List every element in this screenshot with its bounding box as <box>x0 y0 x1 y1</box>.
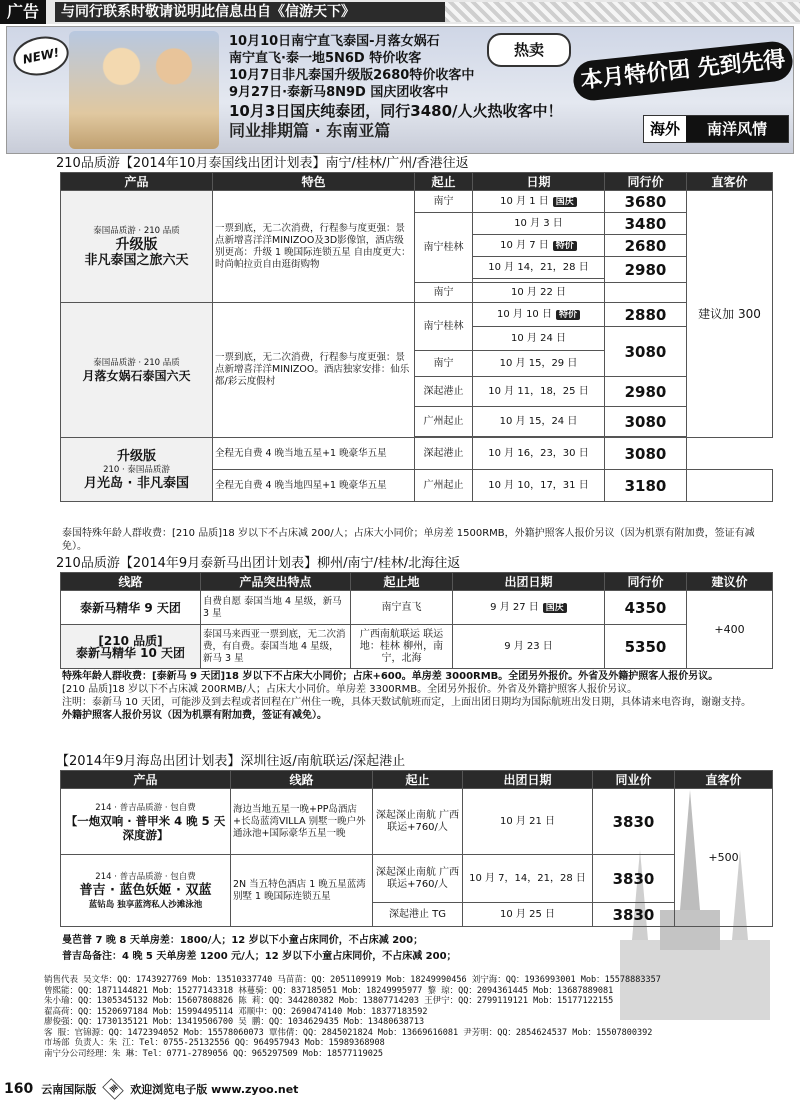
column-header: 线路 <box>61 573 201 591</box>
website-link[interactable]: 欢迎浏览电子版 www.zyoo.net <box>130 1083 299 1096</box>
magazine-logo-icon: 蓝 <box>102 1078 123 1099</box>
table-header-row <box>61 573 773 591</box>
thai-schedule-table <box>60 172 773 502</box>
stop-cell: 南宁 <box>415 191 473 213</box>
sg-section-title: 210品质游【2014年9月泰新马出团计划表】柳州/南宁/桂林/北海往返 <box>56 556 461 571</box>
guoqing-flag: 国庆 <box>543 603 567 613</box>
origin-cell: 深起深止南航 广西 联运+760/人 <box>373 789 463 855</box>
thai-section-title: 210品质游【2014年10月泰国线出团计划表】南宁/桂林/广州/香港往返 <box>56 156 469 171</box>
product-name: 升级版 <box>115 236 158 253</box>
tejia-flag: 特价 <box>553 241 577 251</box>
column-header: 起止 <box>415 173 473 191</box>
column-header: 直客价 <box>675 771 773 789</box>
product-sub: 210 · 泰国品质游 <box>103 464 170 475</box>
contact-row: 市场部 负责人：朱 江：Tel：0755-25132556 QQ：964957943 Mob：15989368908 <box>44 1038 385 1048</box>
date-cell: 10 月 22 日 <box>473 283 605 303</box>
product-sub: 泰国品质游 · 210 品质 <box>93 225 180 236</box>
sg-schedule-table <box>60 572 773 669</box>
column-header: 线路 <box>231 771 373 789</box>
date-cell: 10 月 25 日 <box>463 903 593 927</box>
contact-row: 南宁分公司经理：朱 琳：Tel：0771-2789056 QQ：965297509 Mob：18577119025 <box>44 1048 384 1059</box>
column-header: 起止 <box>373 771 463 789</box>
island-notes <box>62 934 774 963</box>
origin-cell: 深起深止南航 广西 联运+760/人 <box>373 855 463 903</box>
price-cell: 3830 <box>593 789 675 855</box>
island-schedule-table <box>60 770 773 927</box>
column-header: 日期 <box>473 173 605 191</box>
product-cell <box>61 855 231 927</box>
price-cell: 3080 <box>605 327 687 377</box>
price-cell: 2980 <box>605 257 687 283</box>
product-name: 【一炮双响 · 普甲米 4 晚 5 天深度游】 <box>65 813 226 842</box>
price-cell: 3080 <box>605 407 687 437</box>
contact-row: 朱小瑜：QQ：1305345132 Mob：15607808826 陈 莉：QQ：344280382 Mob：13807714203 王伊宁：QQ：2799119121 Mob：15177122155 <box>44 996 614 1006</box>
promo-line: 10月10日南宁直飞泰国-月落女娲石 <box>229 34 440 49</box>
product-name: 非凡泰国之旅六天 <box>84 252 189 268</box>
route-cell: 海边当地五星一晚+PP岛酒店+长岛蓝湾VILLA 别墅一晚户外通泳池+国际豪华五星一晚 <box>231 789 373 855</box>
date-cell: 9 月 23 日 <box>453 625 605 669</box>
price-cell: 2680 <box>605 235 687 257</box>
price-cell: 4350 <box>605 591 687 625</box>
column-header: 同业价 <box>593 771 675 789</box>
date-cell: 10 月 16，23，30 日 <box>473 438 605 470</box>
route-name: [210 品质] <box>98 633 163 648</box>
price-cell: 3830 <box>593 855 675 903</box>
date-cell: 10 月 14，21，28 日 <box>473 257 605 279</box>
origin-cell: 南宁直飞 <box>351 591 453 625</box>
date-text: 10 月 7 日 <box>500 239 549 251</box>
date-cell <box>453 591 605 625</box>
feature-cell: 全程无自费 4 晚当地四星+1 晚豪华五星 <box>213 470 415 502</box>
thai-note: 泰国特殊年龄人群收费：[210 品质]18 岁以下不占床减 200/人；占床大小同价；单房差 1500RMB，外籍护照客人报价另议（因为机票有附加费，签证有减免）。 <box>62 528 755 552</box>
guoqing-flag: 国庆 <box>553 197 577 207</box>
price-cell: 3830 <box>593 903 675 927</box>
table-row <box>61 789 773 855</box>
feature-cell: 一票到底，无二次消费，行程参与度更强：景点新增喜洋洋MINIZOO及3D影像馆，酒店级别更高：升级 1 晚国际连锁五星 自由度更大：时尚帕拉贡自由逛街购物 <box>213 191 415 303</box>
date-cell: 10 月 3 日 <box>473 213 605 235</box>
special-offer-banner: 本月特价团 先到先得 <box>572 40 795 103</box>
price-cell: 3180 <box>605 470 687 502</box>
note-line: 注明：泰新马 10 天团，可能涉及到去程或者回程在广州住一晚，具体天数试航班而定，上面出团日期均为国际航班出发日期，具体请来电咨询，谢谢支持。 <box>62 697 752 708</box>
product-name: 月落女娲石泰国六天 <box>82 368 191 383</box>
date-cell: 10 月 11，18，25 日 <box>473 377 605 407</box>
price-cell <box>605 283 687 303</box>
column-header: 同行价 <box>605 173 687 191</box>
brand-part: 海外 <box>650 120 681 138</box>
table-header-row <box>61 771 773 789</box>
island-section-title: 【2014年9月海岛出团计划表】深圳往返/南航联运/深起港止 <box>56 754 406 769</box>
promo-banner <box>6 26 794 154</box>
promo-line: 10月3日国庆纯泰团，同行3480/人火热收客中！ <box>229 102 563 120</box>
contact-row: 销售代表 吴文华：QQ：1743927769 Mob：13510337740 马苗苗：QQ：2051109919 Mob：18249990456 刘宁海：QQ：1936993001 Mob：15578883357 <box>44 975 661 985</box>
stop-cell: 深起港止 <box>415 377 473 407</box>
column-header: 出团日期 <box>453 573 605 591</box>
stop-cell: 广州起止 <box>415 470 473 502</box>
column-header: 直客价 <box>687 173 773 191</box>
table-row <box>61 625 773 669</box>
column-header: 产品突出特点 <box>201 573 351 591</box>
publication-name: 云南国际版 <box>41 1083 97 1096</box>
direct-price-cell: +500 <box>675 789 773 927</box>
direct-price-cell <box>687 470 773 502</box>
column-header: 起止地 <box>351 573 453 591</box>
route-name-cell <box>61 625 201 669</box>
promo-line: 南宁直飞·泰一地5N6D 特价收客 <box>229 51 422 66</box>
checker-pattern <box>445 2 800 22</box>
tejia-flag: 特价 <box>556 310 580 320</box>
date-cell: 10 月 24 日 <box>473 327 605 351</box>
origin-cell: 深起港止 TG <box>373 903 463 927</box>
stop-cell: 南宁 <box>415 283 473 303</box>
price-cell: 3480 <box>605 213 687 235</box>
note-line: 外籍护照客人报价另议（因为机票有附加费，签证有减免）。 <box>62 710 327 721</box>
price-cell: 2880 <box>605 303 687 327</box>
price-cell: 2980 <box>605 377 687 407</box>
brand-logo <box>643 115 789 143</box>
product-name: 月光岛 · 非凡泰国 <box>84 475 189 491</box>
product-name: 蓝钻岛 独享蓝湾私人沙滩泳池 <box>88 899 203 910</box>
table-row <box>61 191 773 213</box>
table-row <box>61 591 773 625</box>
contact-row: 曾熙能：QQ：1871144821 Mob：15277143318 林蔓骑：QQ：837185051 Mob：18249995977 黎 琼：QQ：2094361445 Mob：13687889081 <box>44 985 614 996</box>
product-sub: 214 · 普吉品质游 · 包自费 <box>95 802 196 813</box>
ad-notice: 与同行联系时敬请说明此信息出自《信游天下》 <box>55 2 445 22</box>
route-name: 泰新马精华 10 天团 <box>75 645 186 660</box>
table-row <box>61 855 773 903</box>
route-name-cell: 泰新马精华 9 天团 <box>61 591 201 625</box>
page-number: 160 <box>4 1081 34 1097</box>
stop-cell: 南宁桂林 <box>415 303 473 351</box>
product-sub: 214 · 普吉品质游 · 包自费 <box>95 871 196 882</box>
route-cell: 2N 当五特色酒店 1 晚五星蓝湾别墅 1 晚国际连锁五星 <box>231 855 373 927</box>
ad-header-bar <box>0 0 800 24</box>
contact-row: 翟高荷：QQ：1520697184 Mob：15994495114 邓顺中：QQ：2690474140 Mob：18377183592 <box>44 1006 428 1017</box>
date-cell: 10 月 21 日 <box>463 789 593 855</box>
product-name: 升级版 <box>116 448 156 464</box>
product-cell <box>61 789 231 855</box>
sg-notes <box>62 670 774 722</box>
family-photo <box>69 31 219 149</box>
date-cell: 10 月 7，14，21，28 日 <box>463 855 593 903</box>
date-cell: 10 月 10，17，31 日 <box>473 470 605 502</box>
date-cell: 10 月 15，29 日 <box>473 351 605 377</box>
brand-part: 南洋风情 <box>686 116 788 142</box>
table-header-row <box>61 173 773 191</box>
note-line: [210 品质]18 岁以下不占床减 200RMB/人；占床大小同价。单房差 3300RMB。全团另外报价。外省及外籍护照客人报价另议。 <box>62 684 638 695</box>
price-cell: 5350 <box>605 625 687 669</box>
direct-price-cell: 建议加 300 <box>687 191 773 438</box>
date-cell <box>473 303 605 327</box>
column-header: 特色 <box>213 173 415 191</box>
stop-cell: 广州起止 <box>415 407 473 437</box>
date-cell <box>473 191 605 213</box>
product-cell <box>61 191 213 303</box>
note-line: 普吉岛备注：4 晚 5 天单房差 1200 元/人；12 岁以下小童占床同价，不占床减 200； <box>62 951 457 962</box>
promo-line: 同业排期篇 · 东南亚篇 <box>229 121 391 140</box>
date-cell: 10 月 15，24 日 <box>473 407 605 437</box>
column-header: 产品 <box>61 173 213 191</box>
origin-cell: 广西南航联运 联运地：桂林 柳州，南宁，北海 <box>351 625 453 669</box>
stop-cell: 南宁桂林 <box>415 213 473 283</box>
column-header: 建议价 <box>687 573 773 591</box>
promo-line: 9月27日·泰新马8N9D 国庆团收客中 <box>229 85 449 100</box>
price-cell: 3080 <box>605 438 687 470</box>
price-cell: 3680 <box>605 191 687 213</box>
date-text: 9 月 27 日 <box>490 601 539 613</box>
column-header: 产品 <box>61 771 231 789</box>
feature-cell: 自费自愿 泰国当地 4 星级，新马 3 星 <box>201 591 351 625</box>
contact-row: 廖俊强：QQ：1730135121 Mob：13419506700 吴 鹏：QQ：1034629435 Mob：13480638713 <box>44 1017 425 1027</box>
column-header: 出团日期 <box>463 771 593 789</box>
column-header: 同行价 <box>605 573 687 591</box>
note-line: 特殊年龄人群收费：[泰新马 9 天团]18 岁以下不占床大小同价；占床+600。单房差 3000RMB。全团另外报价。外省及外籍护照客人报价另议。 <box>62 671 719 682</box>
new-badge: NEW! <box>10 32 73 81</box>
product-cell <box>61 303 213 438</box>
feature-cell: 泰国马来西亚一票到底，无二次消费，有自费。泰国当地 4 星级，新马 3 星 <box>201 625 351 669</box>
contact-row: 客 服：官锦源：QQ：1472394052 Mob：15578060073 覃伟倩：QQ：2845021824 Mob：13669616081 尹芳明：QQ：2854624537 Mob：15507800392 <box>44 1027 653 1038</box>
feature-cell: 一票到底，无二次消费，行程参与度更强：景点新增喜洋洋MINIZOO。酒店独家安排：仙乐都/彩云度假村 <box>213 303 415 438</box>
date-cell <box>473 235 605 257</box>
product-cell <box>61 438 213 502</box>
promo-line: 10月7日非凡泰国升级版2680特价收客中 <box>229 68 475 83</box>
date-text: 10 月 10 日 <box>496 308 552 320</box>
sales-contacts <box>44 975 796 1059</box>
note-line: 曼芭普 7 晚 8 天单房差：1800/人；12 岁以下小童占床同价，不占床减 200； <box>62 935 424 946</box>
product-name: 普吉 · 蓝色妖姬 · 双蓝 <box>79 882 212 898</box>
table-row <box>61 438 773 470</box>
direct-price-cell: +400 <box>687 591 773 669</box>
hot-badge: 热卖 <box>487 33 571 67</box>
product-sub: 泰国品质游 · 210 品质 <box>93 357 180 368</box>
page-footer <box>0 1078 800 1100</box>
feature-cell: 全程无自费 4 晚当地五星+1 晚豪华五星 <box>213 438 415 470</box>
stop-cell: 深起港止 <box>415 438 473 470</box>
date-text: 10 月 1 日 <box>500 195 549 207</box>
ad-tag: 广告 <box>0 0 46 24</box>
stop-cell: 南宁 <box>415 351 473 377</box>
table-row <box>61 303 773 327</box>
